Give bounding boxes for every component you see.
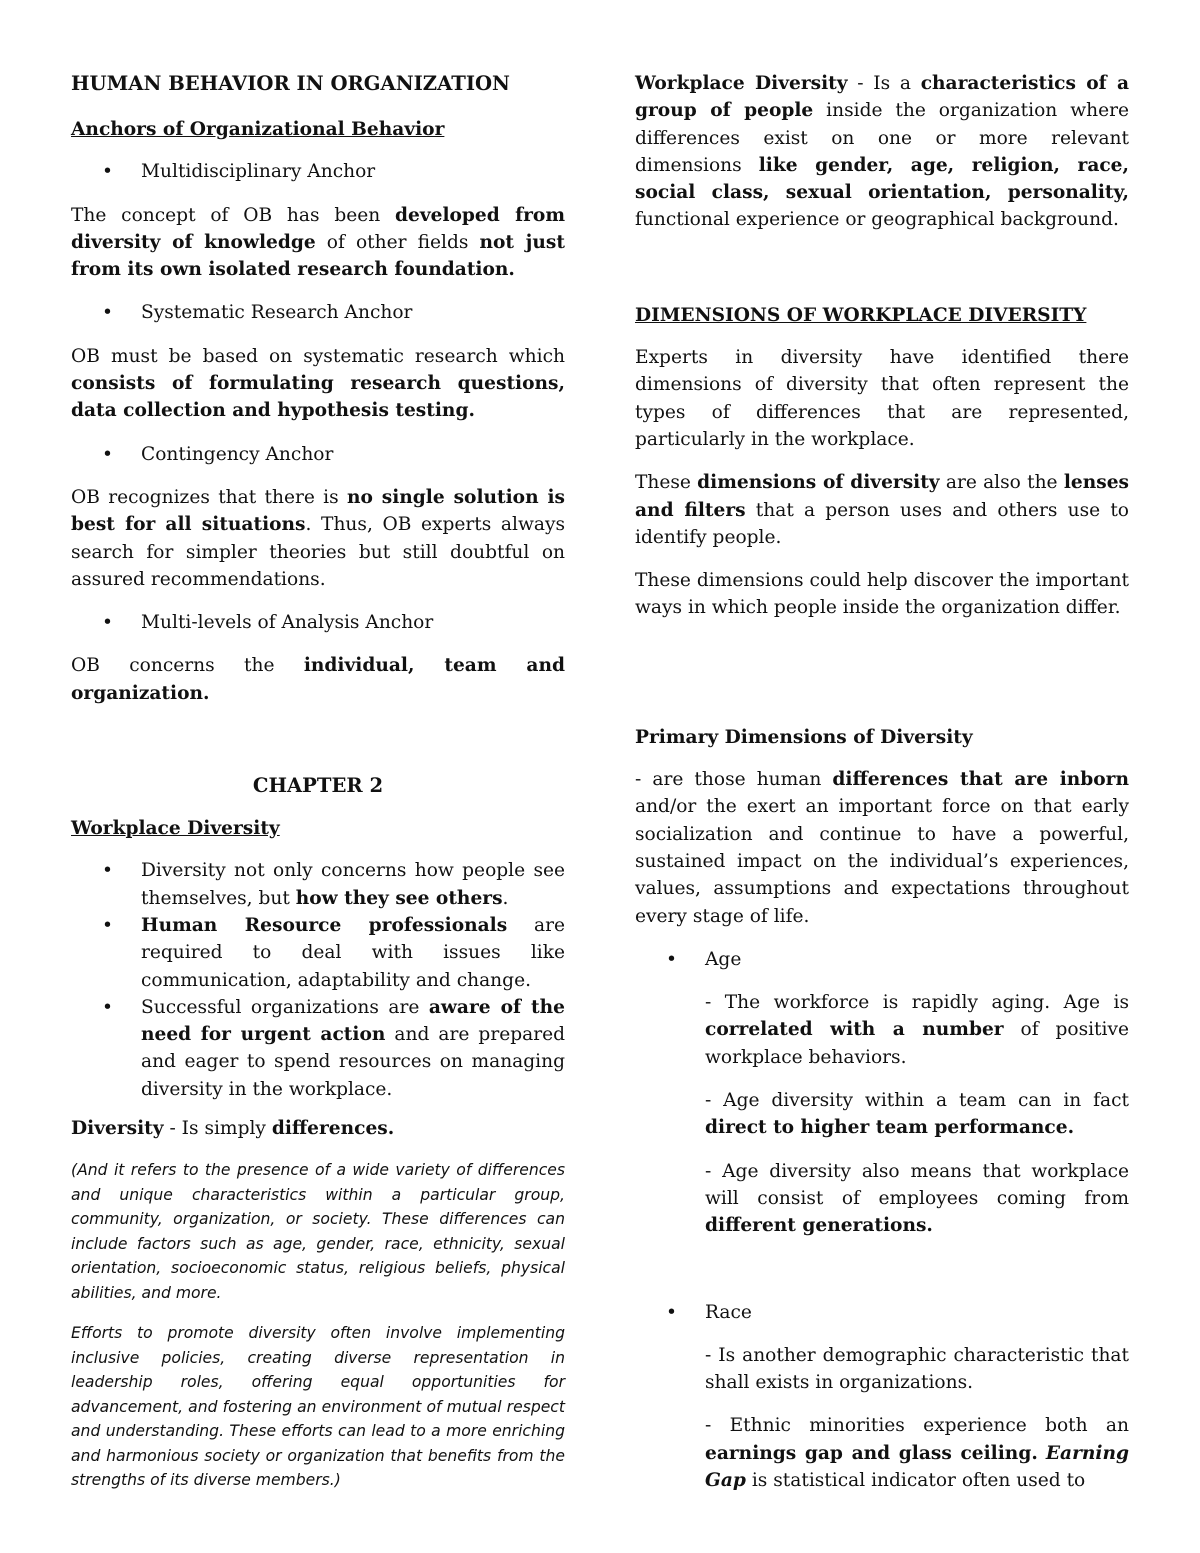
chapter-heading: CHAPTER 2 bbox=[252, 774, 384, 798]
list-item: • Human Resource professionals are required to deal with issues like communication, adaptability and change. bbox=[71, 912, 565, 994]
document-title: HUMAN BEHAVIOR IN ORGANIZATION bbox=[71, 72, 510, 95]
age-details bbox=[635, 989, 1129, 1239]
race-detail-2: - Ethnic minorities experience both an earnings gap and glass ceiling. Earning Gap is statistical indicator often used to bbox=[705, 1415, 1129, 1491]
anchor-list-2 bbox=[71, 299, 565, 326]
left-column bbox=[71, 70, 565, 1509]
primary-dimensions-text: - are those human differences that are inborn and/or the exert an important force on that early socialization and continue to have a powerful, sustained impact on the individual’s experiences, values, assumptions and expectations throughout every stage of life. bbox=[635, 769, 1129, 927]
dimensions-paragraph-2: These dimensions of diversity are also the lenses and filters that a person uses and others use to identify people. bbox=[635, 472, 1129, 548]
right-column bbox=[635, 70, 1129, 1510]
anchor2-description: OB must be based on systematic research which consists of formulating research questions, data collection and hypothesis testing. bbox=[71, 345, 565, 422]
primary-dimensions-heading: Primary Dimensions of Diversity bbox=[635, 726, 973, 748]
list-item: • Diversity not only concerns how people see themselves, but how they see others. bbox=[71, 857, 565, 912]
anchor3-description: OB recognizes that there is no single solution is best for all situations. Thus, OB experts always search for simpler theories but still doubtful on assured recommendations. bbox=[71, 486, 566, 590]
anchor4-description: OB concerns the individual, team and organization. bbox=[71, 655, 565, 704]
list-item-age: • Age bbox=[635, 946, 1129, 973]
race-detail-1: - Is another demographic characteristic that shall exists in organizations. bbox=[705, 1344, 1129, 1394]
workplace-diversity-heading: Workplace Diversity bbox=[71, 818, 280, 840]
race-bullet bbox=[635, 1299, 1129, 1326]
list-item-race: • Race bbox=[635, 1299, 1129, 1326]
anchors-heading: Anchors of Organizational Behavior bbox=[71, 119, 445, 140]
age-detail-2: - Age diversity within a team can in fact direct to higher team performance. bbox=[705, 1090, 1129, 1139]
anchor-multi-levels: • Multi-levels of Analysis Anchor bbox=[71, 609, 565, 636]
age-bullet bbox=[635, 946, 1129, 973]
age-detail-1: - The workforce is rapidly aging. Age is correlated with a number of positive workplace behaviors. bbox=[705, 992, 1129, 1068]
diversity-definition: Diversity - Is simply differences. bbox=[71, 1118, 395, 1140]
race-details bbox=[635, 1342, 1129, 1494]
dimensions-paragraph-3: These dimensions could help discover the important ways in which people inside the organization differ. bbox=[635, 570, 1129, 619]
anchor-systematic-research: • Systematic Research Anchor bbox=[71, 299, 565, 326]
list-item: • Successful organizations are aware of the need for urgent action and are prepared and eager to spend resources on managing diversity in the workplace. bbox=[71, 994, 565, 1103]
anchor-multidisciplinary: • Multidisciplinary Anchor bbox=[71, 158, 565, 185]
workplace-diversity-definition: Workplace Diversity - Is a characteristics of a group of people inside the organization where differences exist on one or more relevant dimensions like gender, age, religion, race, social class, sexual orientation, personality, functional experience or geographical background. bbox=[635, 73, 1129, 231]
dimensions-paragraph-1: Experts in diversity have identified there dimensions of diversity that often represent the types of differences that are represented, particularly in the workplace. bbox=[635, 347, 1129, 450]
anchor-list-3 bbox=[71, 441, 565, 468]
diversity-note-2: Efforts to promote diversity often involve implementing inclusive policies, creating diverse representation in leadership roles, offering equal opportunities for advancement, and fostering an environment of mutual respect and understanding. These efforts can lead to a more enriching and harmonious society or organization that benefits from the strengths of its diverse members.) bbox=[71, 1324, 565, 1490]
diversity-note-1: (And it refers to the presence of a wide variety of differences and unique characteristics within a particular group, community, organization, or society. These differences can include factors such as age, gender, race, ethnicity, sexual orientation, socioeconomic status, religious beliefs, physical abilities, and more. bbox=[71, 1161, 565, 1302]
workplace-bullets bbox=[71, 857, 565, 1103]
anchor-list-4 bbox=[71, 609, 565, 636]
age-detail-3: - Age diversity also means that workplace will consist of employees coming from different generations. bbox=[705, 1160, 1129, 1237]
anchor-list-1 bbox=[71, 158, 565, 185]
dimensions-heading: DIMENSIONS OF WORKPLACE DIVERSITY bbox=[635, 304, 1087, 326]
anchor1-description: The concept of OB has been developed from diversity of knowledge of other fields not just from its own isolated research foundation. bbox=[71, 204, 565, 281]
anchor-contingency: • Contingency Anchor bbox=[71, 441, 565, 468]
